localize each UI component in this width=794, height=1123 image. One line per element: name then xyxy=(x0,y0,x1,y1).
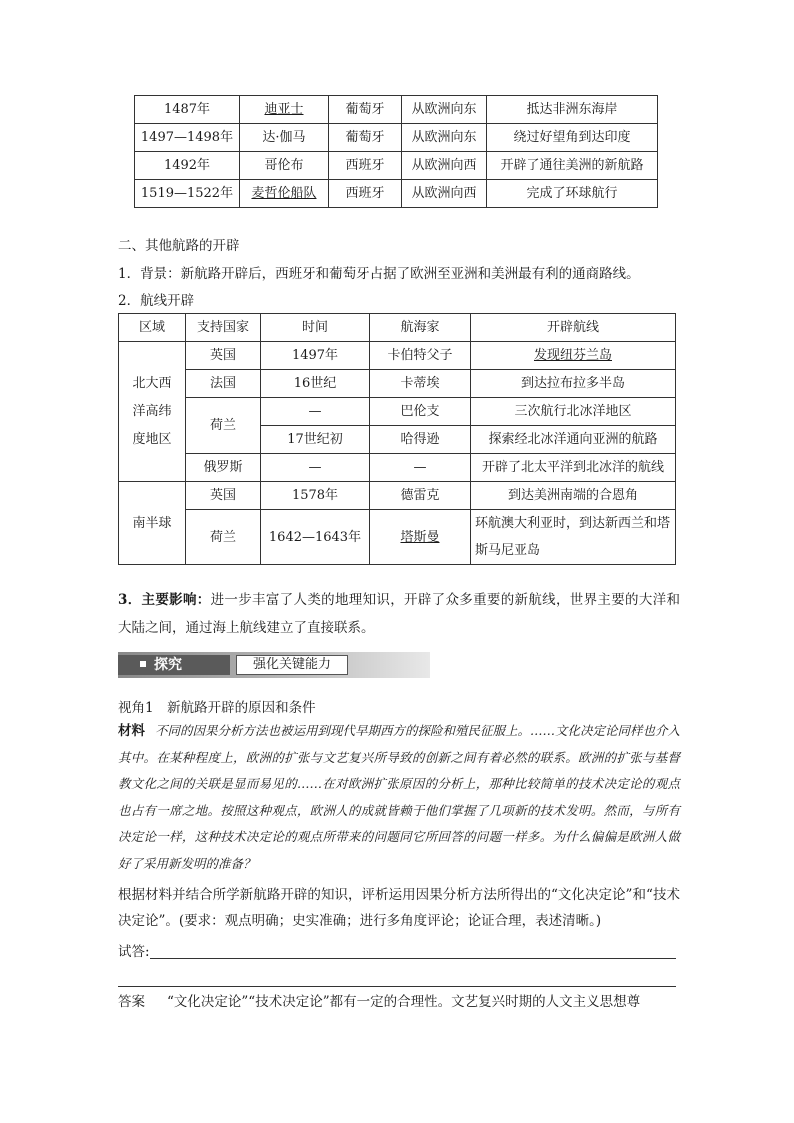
region-cell: 南半球 xyxy=(119,482,186,565)
table-cell: 开辟了通往美洲的新航路 xyxy=(487,152,658,180)
table-cell: 1497—1498年 xyxy=(135,124,240,152)
routes-label: 2．航线开辟 xyxy=(118,293,195,309)
answer-blank-line xyxy=(150,958,676,959)
table-cell: — xyxy=(261,454,370,482)
region-cell: 北大西洋高纬度地区 xyxy=(119,342,186,482)
material-text: 不同的因果分析方法也被运用到现代早期西方的探险和殖民征服上。……文化决定论同样也介入其中。在某种程度上，欧洲的扩张与文艺复兴所导致的创新之间有着必然的联系。欧洲的扩张与基督教文化之间的关联是显而易见的……在对欧洲扩张原因的分析上，那种比较简单的技术决定论的观点也占有一席之地。按照这种观点，欧洲人的成就皆赖于他们掌握了几项新的技术发明。然而，与所有决定论一样，这种技术决定论的观点所带来的问题同它所回答的问题一样多。为什么偏偏是欧洲人做好了采用新发明的准备？ xyxy=(118,723,681,871)
table-cell: 巴伦支 xyxy=(370,398,471,426)
material-paragraph xyxy=(118,718,680,877)
table-cell: 1497年 xyxy=(261,342,370,370)
table-cell: 环航澳大利亚时，到达新西兰和塔斯马尼亚岛 xyxy=(471,510,676,565)
angle-heading: 视角1 新航路开辟的原因和条件 xyxy=(118,700,316,716)
table-cell: 荷兰 xyxy=(186,510,261,565)
table-row xyxy=(119,398,676,426)
table-cell: 英国 xyxy=(186,342,261,370)
impact-paragraph xyxy=(118,586,680,642)
table-row xyxy=(119,482,676,510)
material-label: 材料 xyxy=(118,723,145,739)
header-cell: 开辟航线 xyxy=(471,314,676,342)
table-header-row xyxy=(119,314,676,342)
table-row xyxy=(135,152,658,180)
table-cell: 到达美洲南端的合恩角 xyxy=(471,482,676,510)
table-row xyxy=(119,510,676,565)
inquiry-banner xyxy=(118,652,430,678)
table-cell: 荷兰 xyxy=(186,398,261,454)
table-cell: — xyxy=(261,398,370,426)
table-cell: 1492年 xyxy=(135,152,240,180)
table-cell: 西班牙 xyxy=(329,180,402,208)
table-cell: 探索经北冰洋通向亚洲的航路 xyxy=(471,426,676,454)
table-cell: 从欧洲向东 xyxy=(402,96,487,124)
table-cell: 从欧洲向西 xyxy=(402,152,487,180)
table-cell: 哈得逊 xyxy=(370,426,471,454)
table-row xyxy=(119,342,676,370)
table-cell: 开辟了北太平洋到北冰洋的航线 xyxy=(471,454,676,482)
voyages-table xyxy=(134,95,658,208)
try-label: 试答: xyxy=(118,944,150,960)
question-paragraph: 根据材料并结合所学新航路开辟的知识，评析运用因果分析方法所得出的“文化决定论”和“技术决定论”。(要求：观点明确；史实准确；进行多角度评论；论证合理，表述清晰。) xyxy=(118,887,680,929)
table-cell: 从欧洲向西 xyxy=(402,180,487,208)
answer-label: 答案 xyxy=(118,994,145,1010)
header-cell: 区域 xyxy=(119,314,186,342)
table-cell: 发现纽芬兰岛 xyxy=(471,342,676,370)
table-row xyxy=(135,180,658,208)
table-cell: 16世纪 xyxy=(261,370,370,398)
answer-paragraph xyxy=(118,988,680,1016)
table-cell: — xyxy=(370,454,471,482)
table-cell: 哥伦布 xyxy=(240,152,329,180)
table-cell: 西班牙 xyxy=(329,152,402,180)
table-cell: 17世纪初 xyxy=(261,426,370,454)
table-row xyxy=(135,96,658,124)
table-cell: 1578年 xyxy=(261,482,370,510)
table-cell: 完成了环球航行 xyxy=(487,180,658,208)
table-row xyxy=(135,124,658,152)
table-row xyxy=(119,370,676,398)
separator-line xyxy=(118,986,676,987)
table-cell: 英国 xyxy=(186,482,261,510)
section-heading: 二、其他航路的开辟 xyxy=(118,238,240,254)
table-cell: 卡伯特父子 xyxy=(370,342,471,370)
table-cell: 法国 xyxy=(186,370,261,398)
background-label: 1．背景： xyxy=(118,266,181,282)
table-cell: 葡萄牙 xyxy=(329,96,402,124)
background-line xyxy=(118,262,640,282)
table-cell: 从欧洲向东 xyxy=(402,124,487,152)
table-cell: 1519—1522年 xyxy=(135,180,240,208)
square-bullet-icon xyxy=(140,661,146,667)
table-cell: 塔斯曼 xyxy=(370,510,471,565)
impact-label: 3．主要影响： xyxy=(118,592,211,608)
header-cell: 支持国家 xyxy=(186,314,261,342)
table-row xyxy=(119,454,676,482)
table-cell: 俄罗斯 xyxy=(186,454,261,482)
table-cell: 达·伽马 xyxy=(240,124,329,152)
impact-text: 进一步丰富了人类的地理知识，开辟了众多重要的新航线，世界主要的大洋和大陆之间，通过海上航线建立了直接联系。 xyxy=(118,592,680,636)
table-cell: 迪亚士 xyxy=(240,96,329,124)
table-cell: 麦哲伦船队 xyxy=(240,180,329,208)
table-cell: 德雷克 xyxy=(370,482,471,510)
table-cell: 到达拉布拉多半岛 xyxy=(471,370,676,398)
header-cell: 航海家 xyxy=(370,314,471,342)
table-cell: 绕过好望角到达印度 xyxy=(487,124,658,152)
header-cell: 时间 xyxy=(261,314,370,342)
table-cell: 三次航行北冰洋地区 xyxy=(471,398,676,426)
table-cell: 卡蒂埃 xyxy=(370,370,471,398)
table-cell: 1642—1643年 xyxy=(261,510,370,565)
banner-dark-label: 探究 xyxy=(118,655,230,675)
table-cell: 葡萄牙 xyxy=(329,124,402,152)
banner-light-label: 强化关键能力 xyxy=(236,655,348,675)
routes-table xyxy=(118,313,676,565)
answer-text: “文化决定论”“技术决定论”都有一定的合理性。文艺复兴时期的人文主义思想尊 xyxy=(167,994,641,1010)
background-text: 新航路开辟后，西班牙和葡萄牙占据了欧洲至亚洲和美洲最有利的通商路线。 xyxy=(180,266,640,282)
table-cell: 1487年 xyxy=(135,96,240,124)
table-cell: 抵达非洲东海岸 xyxy=(487,96,658,124)
